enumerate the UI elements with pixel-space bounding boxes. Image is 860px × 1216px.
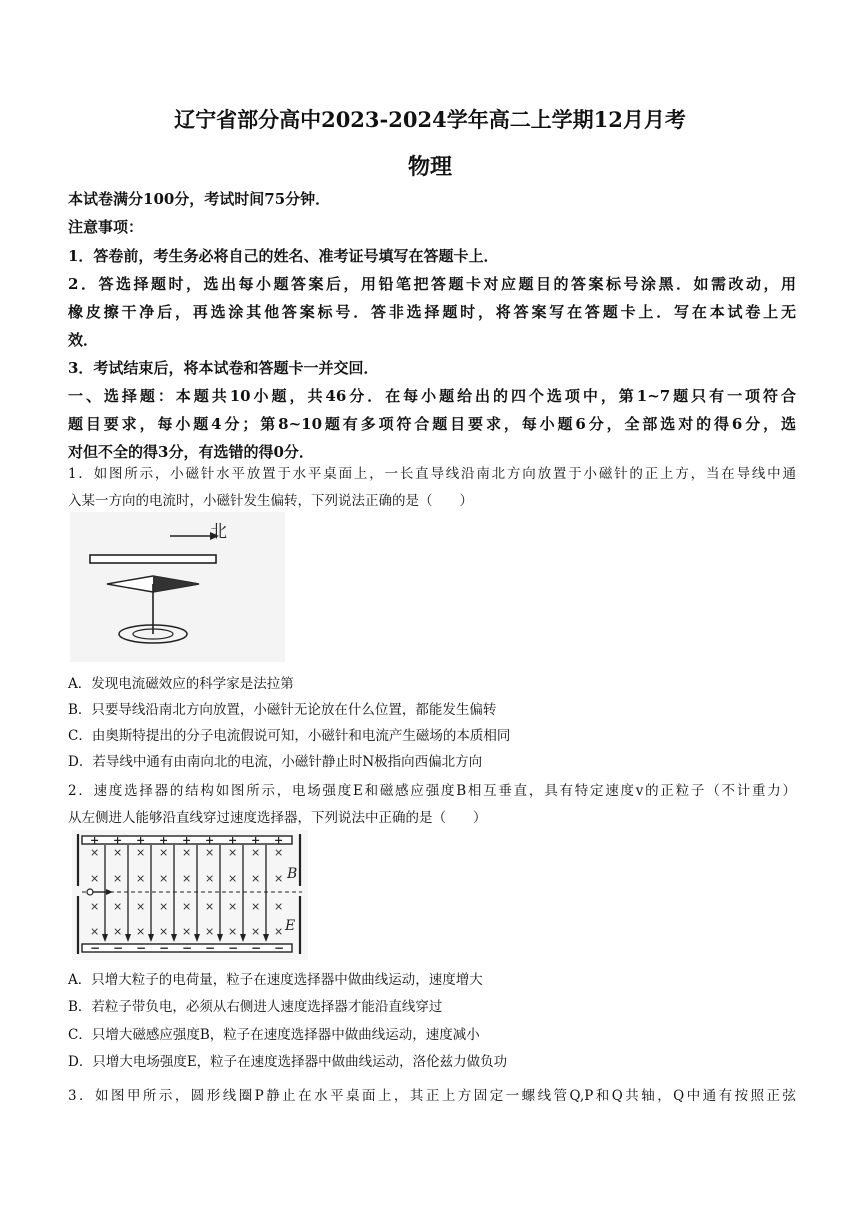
b-field-cross: × <box>205 846 215 859</box>
q1-stem-line-1: 1．如图所示，小磁针水平放置于水平桌面上，一长直导线沿南北方向放置于小磁针的正上方，当在导线中通 <box>68 466 796 482</box>
notice-item-1: 1．答卷前，考生务必将自己的姓名、准考证号填写在答题卡上． <box>68 247 499 265</box>
b-field-cross: × <box>113 846 123 859</box>
b-field-cross: × <box>182 872 192 885</box>
notice-item-2-end: 效． <box>68 331 99 349</box>
q2-option-d: D．只增大电场强度E，粒子在速度选择器中做曲线运动，洛伦兹力做负功 <box>68 1054 508 1070</box>
b-field-cross: × <box>90 872 100 885</box>
q2-stem-line-1: 2．速度选择器的结构如图所示，电场强度E和磁感应强度B相互垂直，具有特定速度v的正粒子（不计重力） <box>68 783 796 799</box>
b-field-cross: × <box>90 846 100 859</box>
plus-sign: + <box>228 834 238 847</box>
plus-sign: + <box>251 834 261 847</box>
velocity-selector-figure <box>72 830 308 960</box>
q1-option-b: B．只要导线沿南北方向放置，小磁针无论放在什么位置，都能发生偏转 <box>68 702 497 718</box>
plus-sign: + <box>136 834 146 847</box>
plus-sign: + <box>182 834 192 847</box>
b-field-cross: × <box>113 925 123 938</box>
minus-sign: − <box>205 941 216 955</box>
notice-item-2: 2．答选择题时，选出每小题答案后，用铅笔把答题卡对应题目的答案标号涂黑．如需改动，用 <box>68 275 796 293</box>
b-field-cross: × <box>136 846 146 859</box>
b-field-cross: × <box>182 846 192 859</box>
b-field-cross: × <box>90 925 100 938</box>
plus-sign: + <box>274 834 284 847</box>
field-e-label: E <box>285 918 296 934</box>
b-field-cross: × <box>159 846 169 859</box>
minus-sign: − <box>182 941 193 955</box>
section1-line-3: 对但不全的得3分，有选错的得0分． <box>68 443 314 461</box>
b-field-cross: × <box>136 900 146 913</box>
q1-stem-line-2: 入某一方向的电流时，小磁针发生偏转，下列说法正确的是（ ） <box>68 493 473 509</box>
compass-wire-figure <box>70 512 285 662</box>
minus-sign: − <box>90 941 101 955</box>
b-field-cross: × <box>159 900 169 913</box>
b-field-cross: × <box>136 872 146 885</box>
plus-sign: + <box>205 834 215 847</box>
b-field-cross: × <box>251 846 261 859</box>
b-field-cross: × <box>274 925 284 938</box>
minus-sign: − <box>159 941 170 955</box>
b-field-cross: × <box>228 872 238 885</box>
q2-stem-line-2: 从左侧进人能够沿直线穿过速度选择器，下列说法中正确的是（ ） <box>68 810 487 826</box>
b-field-cross: × <box>228 846 238 859</box>
section1-line-2: 题目要求，每小题4分；第8~10题有多项符合题目要求，每小题6分，全部选对的得6分，选 <box>68 415 796 433</box>
b-field-cross: × <box>113 900 123 913</box>
minus-sign: − <box>274 941 285 955</box>
minus-sign: − <box>113 941 124 955</box>
b-field-cross: × <box>205 872 215 885</box>
notice-heading: 注意事项： <box>68 218 144 236</box>
b-field-cross: × <box>205 925 215 938</box>
notice-item-3: 3．考试结束后，将本试卷和答题卡一并交回． <box>68 359 379 377</box>
minus-sign: − <box>228 941 239 955</box>
q2-option-a: A．只增大粒子的电荷量，粒子在速度选择器中做曲线运动，速度增大 <box>68 972 483 988</box>
subject-title: 物理 <box>407 154 452 180</box>
q1-option-d: D．若导线中通有由南向北的电流，小磁针静止时N极指向西偏北方向 <box>68 754 483 770</box>
b-field-cross: × <box>205 900 215 913</box>
b-field-cross: × <box>228 925 238 938</box>
b-field-cross: × <box>274 872 284 885</box>
b-field-cross: × <box>251 925 261 938</box>
b-field-cross: × <box>182 925 192 938</box>
b-field-cross: × <box>251 872 261 885</box>
b-field-cross: × <box>251 900 261 913</box>
q1-option-a: A．发现电流磁效应的科学家是法拉第 <box>68 676 294 692</box>
q1-option-c: C．由奥斯特提出的分子电流假说可知，小磁针和电流产生磁场的本质相同 <box>68 728 511 744</box>
minus-sign: − <box>136 941 147 955</box>
north-label: 北 <box>210 522 227 542</box>
plus-sign: + <box>159 834 169 847</box>
b-field-cross: × <box>274 900 284 913</box>
plus-sign: + <box>90 834 100 847</box>
q2-option-b: B．若粒子带负电，必须从右侧进人速度选择器才能沿直线穿过 <box>68 999 443 1015</box>
b-field-cross: × <box>182 900 192 913</box>
field-b-label: B <box>287 866 298 882</box>
q3-stem: 3．如图甲所示，圆形线圈P静止在水平桌面上，其正上方固定一螺线管Q,P和Q共轴，Q中通有按照正弦 <box>68 1088 796 1104</box>
minus-sign: − <box>251 941 262 955</box>
exam-intro: 本试卷满分100分，考试时间75分钟． <box>68 190 331 208</box>
b-field-cross: × <box>136 925 146 938</box>
b-field-cross: × <box>90 900 100 913</box>
exam-title: 辽宁省部分高中2023-2024学年高二上学期12月月考 <box>174 107 686 132</box>
b-field-cross: × <box>159 872 169 885</box>
notice-item-2-cont: 橡皮擦干净后，再选涂其他答案标号．答非选择题时，将答案写在答题卡上．写在本试卷上无 <box>68 303 796 321</box>
b-field-cross: × <box>113 872 123 885</box>
b-field-cross: × <box>159 925 169 938</box>
b-field-cross: × <box>274 846 284 859</box>
b-field-cross: × <box>228 900 238 913</box>
plus-sign: + <box>113 834 123 847</box>
q2-option-c: C．只增大磁感应强度B，粒子在速度选择器中做曲线运动，速度减小 <box>68 1027 480 1043</box>
section1-line-1: 一、选择题：本题共10小题，共46分．在每小题给出的四个选项中，第1~7题只有一项符合 <box>68 387 796 405</box>
